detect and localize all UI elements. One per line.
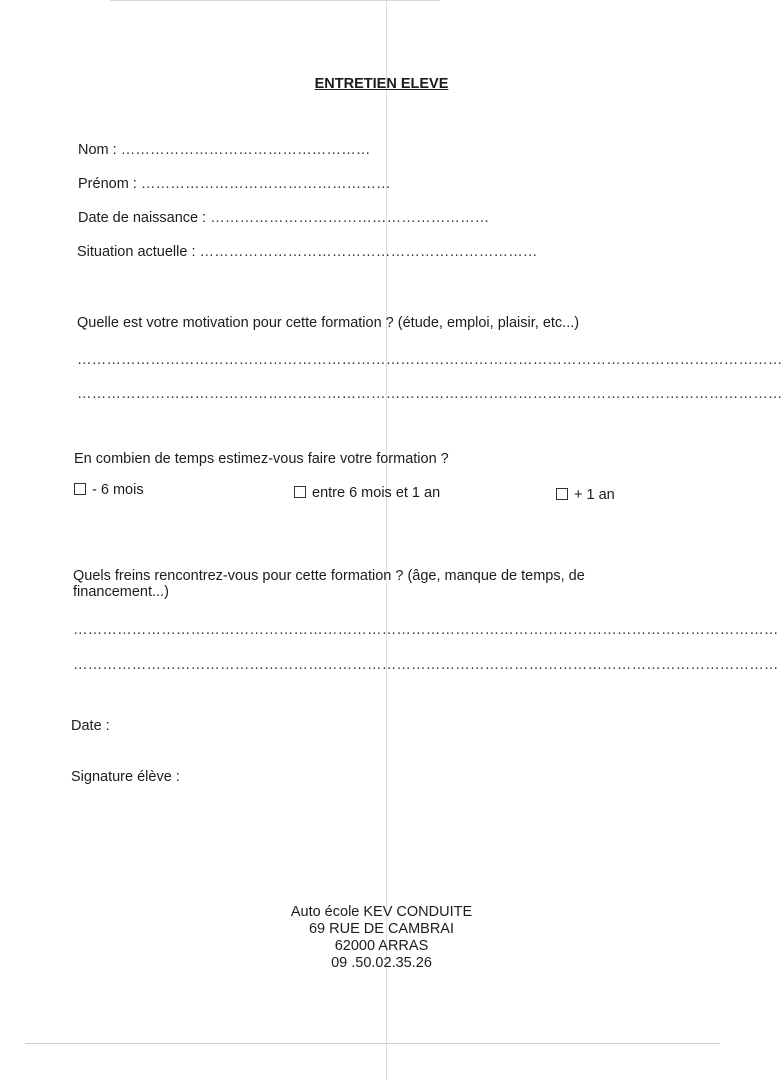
prenom-field bbox=[78, 176, 391, 192]
situation-label: Situation actuelle : bbox=[77, 244, 196, 260]
footer-city: 62000 ARRAS bbox=[334, 938, 429, 954]
duree-option-1-label: - 6 mois bbox=[92, 482, 144, 498]
motivation-answer-line-1[interactable]: ……………………………………………………………………………………………………………………………… bbox=[77, 352, 783, 368]
freins-question-line-1: Quels freins rencontrez-vous pour cette formation ? (âge, manque de temps, de bbox=[73, 568, 585, 584]
naissance-dots[interactable]: ………………………………………………… bbox=[210, 210, 490, 226]
situation-dots[interactable]: …………………………………………………………… bbox=[199, 244, 538, 260]
motivation-question: Quelle est votre motivation pour cette formation ? (étude, emploi, plaisir, etc...) bbox=[77, 315, 580, 331]
scan-edge-top bbox=[110, 0, 440, 1]
motivation-answer-line-2[interactable]: ……………………………………………………………………………………………………………………………… bbox=[77, 386, 783, 402]
nom-dots[interactable]: …………………………………………… bbox=[120, 142, 371, 158]
naissance-field bbox=[78, 210, 490, 226]
scan-edge-bottom bbox=[25, 1043, 720, 1044]
nom-label: Nom : bbox=[78, 142, 117, 158]
checkbox-icon[interactable] bbox=[74, 483, 86, 495]
duree-option-2[interactable] bbox=[294, 485, 440, 501]
footer-phone: 09 .50.02.35.26 bbox=[331, 955, 432, 971]
prenom-label: Prénom : bbox=[78, 176, 137, 192]
freins-answer-line-1[interactable]: ……………………………………………………………………………………………………………………………… bbox=[73, 622, 779, 638]
situation-field bbox=[77, 244, 538, 260]
checkbox-icon[interactable] bbox=[556, 488, 568, 500]
duree-option-1[interactable] bbox=[74, 482, 144, 498]
nom-field bbox=[78, 142, 371, 158]
freins-answer-line-2[interactable]: ……………………………………………………………………………………………………………………………… bbox=[73, 657, 779, 673]
duree-option-3[interactable] bbox=[556, 487, 615, 503]
form-title: ENTRETIEN ELEVE bbox=[314, 76, 449, 92]
footer-street: 69 RUE DE CAMBRAI bbox=[308, 921, 455, 937]
footer-school-name: Auto école KEV CONDUITE bbox=[290, 904, 473, 920]
naissance-label: Date de naissance : bbox=[78, 210, 207, 226]
duree-option-3-label: + 1 an bbox=[574, 487, 615, 503]
freins-question-line-2: financement...) bbox=[73, 584, 169, 600]
checkbox-icon[interactable] bbox=[294, 486, 306, 498]
duree-option-2-label: entre 6 mois et 1 an bbox=[312, 485, 441, 501]
date-label: Date : bbox=[71, 718, 110, 734]
duree-question: En combien de temps estimez-vous faire votre formation ? bbox=[74, 451, 449, 467]
prenom-dots[interactable]: …………………………………………… bbox=[140, 176, 391, 192]
signature-label: Signature élève : bbox=[71, 769, 180, 785]
